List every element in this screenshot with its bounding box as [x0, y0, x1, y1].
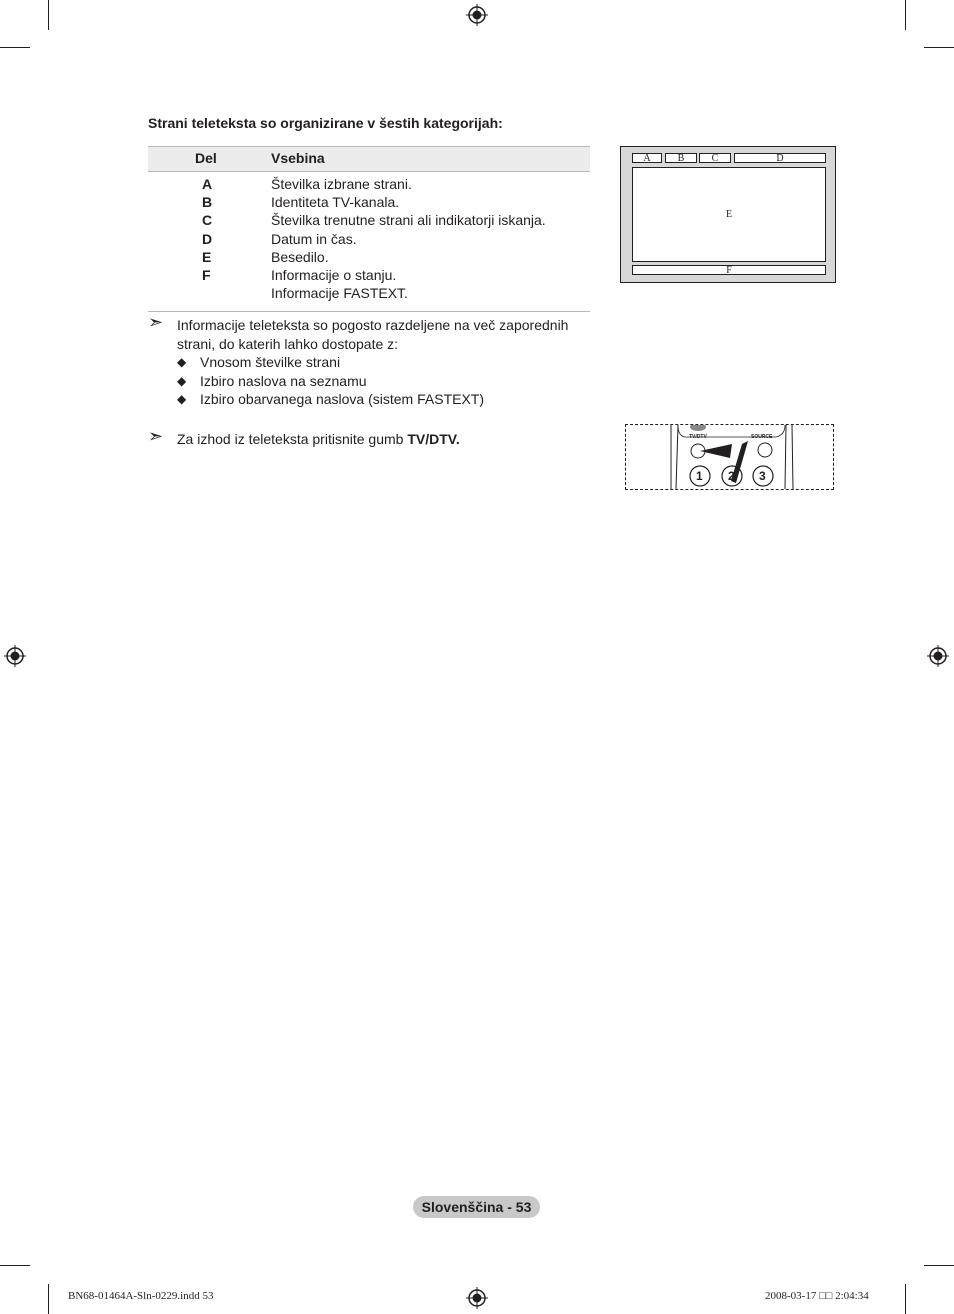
tvdtv-button-name: TV/DTV.	[407, 431, 460, 447]
field-d: D	[734, 153, 826, 163]
teletext-parts-table	[148, 146, 590, 312]
imprint-file: BN68-01464A-Sln-0229.indd 53	[68, 1290, 214, 1302]
crop-mark	[0, 47, 30, 48]
field-b: B	[665, 153, 697, 163]
table-row	[148, 193, 590, 211]
crop-mark	[905, 1284, 906, 1314]
remote-key-2: 2	[728, 469, 735, 483]
note-text: Informacije teleteksta so pogosto razdeljene na več zaporednih strani, do katerih lahko dostopate z:	[177, 317, 569, 352]
imprint-date: 2008-03-17 □□ 2:04:34	[765, 1290, 869, 1302]
page-number-badge: Slovenščina - 53	[413, 1196, 540, 1218]
registration-mark-icon	[927, 645, 949, 667]
table-row	[148, 230, 590, 248]
table-row	[148, 248, 590, 266]
crop-mark	[905, 0, 906, 30]
row-value: Besedilo.	[271, 248, 329, 265]
column-header-content: Vsebina	[271, 150, 325, 166]
table-body	[148, 172, 590, 312]
remote-control-illustration	[625, 424, 834, 490]
crop-mark	[924, 47, 954, 48]
table-row	[148, 175, 590, 193]
source-label: SOURCE	[751, 434, 773, 440]
row-value: Identiteta TV-kanala.	[271, 194, 400, 211]
field-e-label: E	[725, 209, 733, 220]
section-heading: Strani teleteksta so organizirane v šestih kategorijah:	[148, 115, 503, 131]
row-key: D	[202, 230, 213, 247]
crop-mark	[48, 1284, 49, 1314]
row-key: C	[202, 212, 213, 229]
note-exit	[148, 426, 598, 450]
table-row	[148, 211, 590, 229]
list-item-text: Izbiro obarvanega naslova (sistem FASTEXT)	[200, 391, 485, 407]
row-key: A	[202, 176, 213, 192]
diamond-bullet-icon: ◆	[177, 392, 187, 406]
row-key: B	[202, 194, 213, 211]
note-fastext	[148, 312, 598, 412]
field-f: F	[632, 265, 826, 275]
row-key: F	[202, 266, 211, 283]
field-a: A	[632, 153, 662, 163]
field-e	[632, 167, 826, 262]
table-row	[148, 266, 590, 284]
column-header-part: Del	[195, 150, 217, 166]
remote-key-3: 3	[759, 469, 766, 483]
row-value: Informacije o stanju.	[271, 266, 397, 283]
crop-mark	[48, 0, 49, 30]
registration-mark-icon	[466, 4, 488, 26]
diamond-bullet-icon: ◆	[177, 355, 187, 369]
row-value: Številka izbrane strani.	[271, 176, 412, 192]
list-item-text: Vnosom številke strani	[200, 354, 341, 370]
field-c: C	[699, 153, 731, 163]
row-value: Številka trenutne strani ali indikatorji iskanja.	[271, 212, 546, 229]
row-value: Datum in čas.	[271, 230, 357, 247]
crop-mark	[924, 1265, 954, 1266]
teletext-layout-diagram	[620, 146, 836, 283]
arrow-icon: ➣	[148, 426, 164, 446]
arrow-icon: ➣	[148, 312, 164, 332]
remote-key-1: 1	[696, 469, 703, 483]
row-key: E	[202, 248, 212, 265]
diamond-bullet-icon: ◆	[177, 373, 187, 388]
registration-mark-icon	[466, 1287, 488, 1309]
list-item-text: Izbiro naslova na seznamu	[200, 372, 367, 389]
note-text	[177, 430, 597, 449]
tvdtv-label: TV/DTV	[689, 434, 707, 440]
row-value: Informacije FASTEXT.	[271, 285, 408, 302]
table-row	[148, 284, 590, 302]
crop-mark	[0, 1265, 30, 1266]
registration-mark-icon	[4, 645, 26, 667]
note-text-prefix: Za izhod iz teleteksta pritisnite gumb	[177, 431, 408, 447]
table-header	[148, 146, 590, 172]
